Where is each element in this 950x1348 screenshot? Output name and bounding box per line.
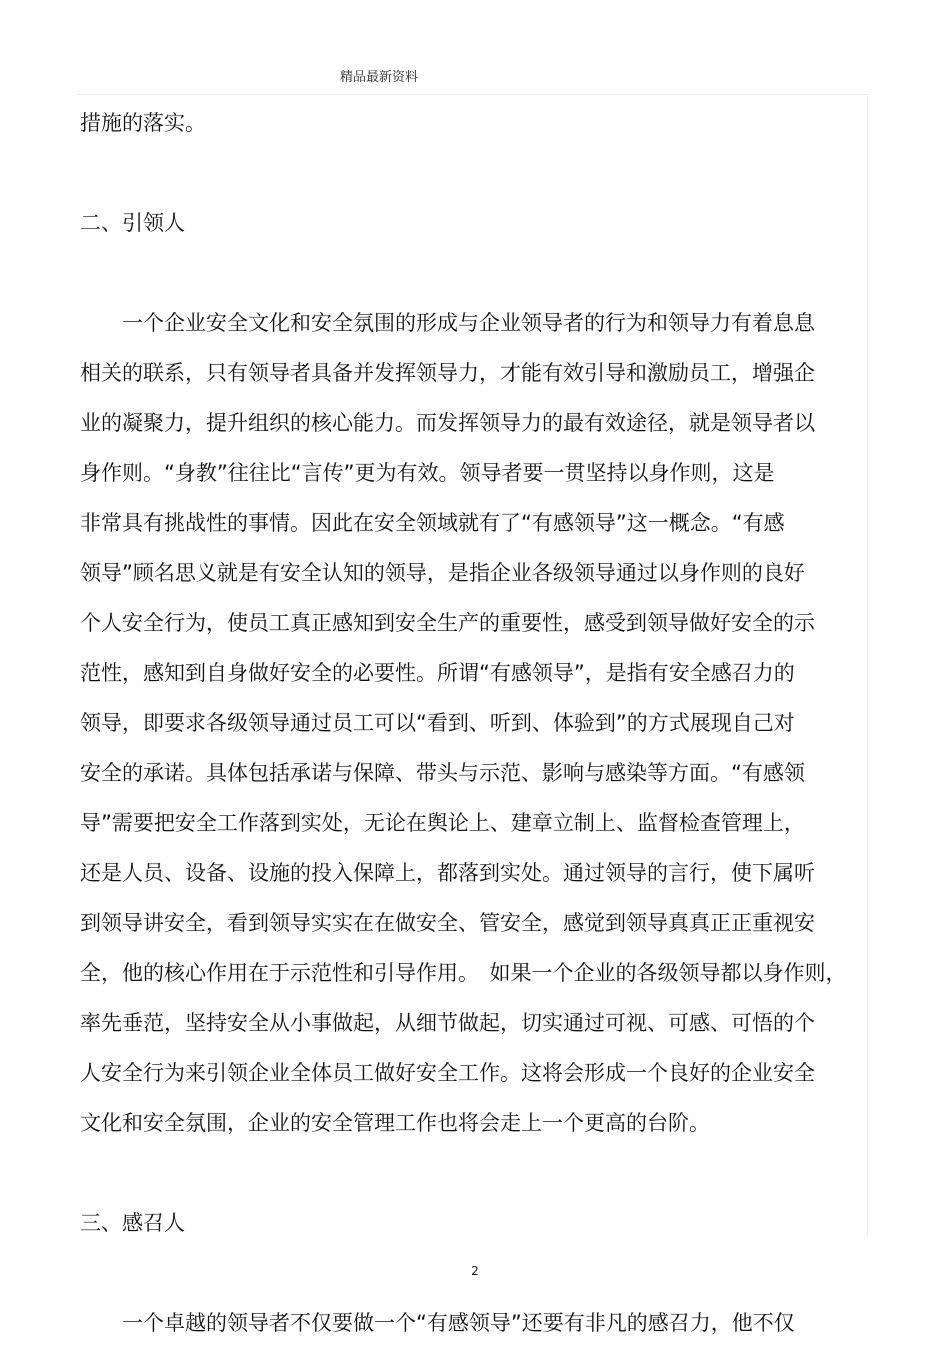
paragraph-line: 身作则。“身教”往往比“言传”更为有效。领导者要一贯坚持以身作则，这是 xyxy=(80,461,775,485)
paragraph-line: 措施的落实。 xyxy=(80,111,206,135)
paragraph-line: 相关的联系，只有领导者具备并发挥领导力，才能有效引导和激励员工，增强企 xyxy=(80,361,815,385)
paragraph-line: 一个卓越的领导者不仅要做一个“有感领导”还要有非凡的感召力，他不仅 xyxy=(122,1311,795,1335)
paragraph-line: 全，他的核心作用在于示范性和引导作用。 如果一个企业的各级领导都以身作则， xyxy=(80,961,847,985)
document-body xyxy=(80,98,847,1348)
paragraph-line: 还是人员、设备、设施的投入保障上，都落到实处。通过领导的言行，使下属听 xyxy=(80,861,815,885)
paragraph-line: 业的凝聚力，提升组织的核心能力。而发挥领导力的最有效途径，就是领导者以 xyxy=(80,411,815,435)
paragraph-line: 领导”顾名思义就是有安全认知的领导，是指企业各级领导通过以身作则的良好 xyxy=(80,561,805,585)
section-heading: 二、引领人 xyxy=(80,211,185,235)
paragraph-line: 一个企业安全文化和安全氛围的形成与企业领导者的行为和领导力有着息息 xyxy=(122,311,815,335)
paragraph-line: 率先垂范，坚持安全从小事做起，从细节做起，切实通过可视、可感、可悟的个 xyxy=(80,1011,815,1035)
header-divider xyxy=(78,94,868,95)
paragraph-line: 文化和安全氛围，企业的安全管理工作也将会走上一个更高的台阶。 xyxy=(80,1111,710,1135)
paragraph-line: 安全的承诺。具体包括承诺与保障、带头与示范、影响与感染等方面。“有感领 xyxy=(80,761,805,785)
paragraph-line: 个人安全行为，使员工真正感知到安全生产的重要性，感受到领导做好安全的示 xyxy=(80,611,815,635)
paragraph-line: 导”需要把安全工作落到实处，无论在舆论上、建章立制上、监督检查管理上， xyxy=(80,811,805,835)
paragraph-line: 领导，即要求各级领导通过员工可以“看到、听到、体验到”的方式展现自己对 xyxy=(80,711,795,735)
page-header: 精品最新资料 xyxy=(340,70,419,85)
paragraph-line: 到领导讲安全，看到领导实实在在做安全、管安全，感觉到领导真真正正重视安 xyxy=(80,911,815,935)
section-heading: 三、感召人 xyxy=(80,1211,185,1235)
page-number: 2 xyxy=(471,1264,479,1278)
paragraph-line: 范性，感知到自身做好安全的必要性。所谓“有感领导”，是指有安全感召力的 xyxy=(80,661,795,685)
paragraph-line: 人安全行为来引领企业全体员工做好安全工作。这将会形成一个良好的企业安全 xyxy=(80,1061,815,1085)
page-border-right xyxy=(867,94,868,1236)
paragraph-line: 非常具有挑战性的事情。因此在安全领域就有了“有感领导”这一概念。“有感 xyxy=(80,511,785,535)
